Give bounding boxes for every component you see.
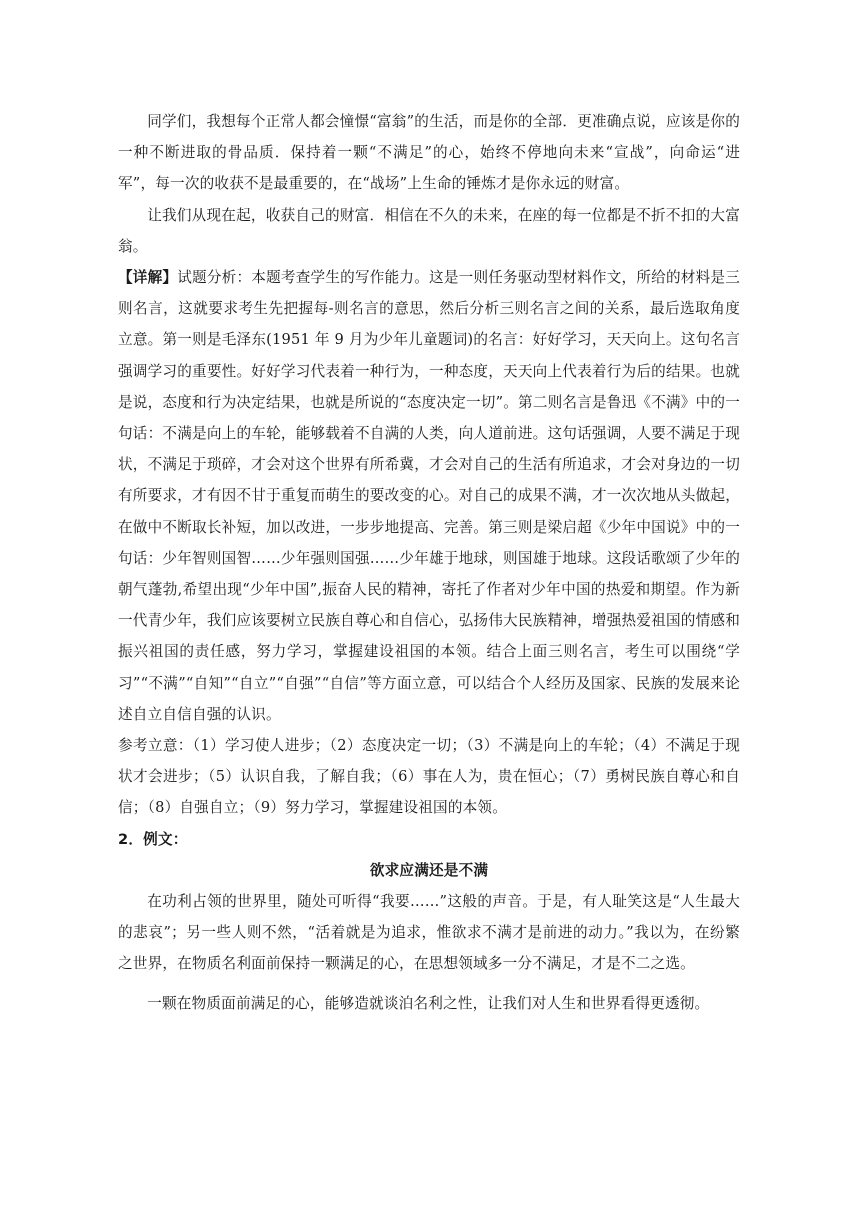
analysis-label: 【详解】 xyxy=(118,269,178,287)
section-label: 例文： xyxy=(143,830,188,848)
document-page xyxy=(118,106,740,1019)
section-number: 2． xyxy=(118,830,144,848)
essay-title: 欲求应满还是不满 xyxy=(369,861,489,879)
essay-paragraph-1: 在功利占领的世界里，随处可听得“我要……”这般的声音。于是，有人耻笑这是“人生最大的悲哀”；另一些人则不然，“活着就是为追求，惟欲求不满才是前进的动力。”我以为，在纷繁之世界，在物质名利面前保持一颗满足的心，在思想领域多一分不满足，才是不二之选。 xyxy=(118,893,740,973)
paragraph-closing: 让我们从现在起，收获自己的财富．相信在不久的未来，在座的每一位都是不折不扣的大富翁。 xyxy=(118,206,740,255)
paragraph-reference-themes: 参考立意：（1）学习使人进步；（2）态度决定一切；（3）不满是向上的车轮；（4）不满足于现状才会进步；（5）认识自我，了解自我；（6）事在人为，贵在恒心；（7）勇树民族自尊心和自信；（8）自强自立；（9）努力学习，掌握建设祖国的本领。 xyxy=(118,737,740,817)
section-heading xyxy=(118,824,740,855)
analysis-text: 试题分析：本题考查学生的写作能力。这是一则任务驱动型材料作文，所给的材料是三则名言，这就要求考生先把握每-则名言的意思，然后分析三则名言之间的关系，最后选取角度立意。第一则是毛泽东(1951 年 9 月为少年儿童题词)的名言：好好学习，天天向上。这句名言强调学习的重要性。好好学习代表着一种行为，一种态度，天天向上代表着行为后的结果。也就是说，态度和行为决定结果，也就是所说的“态度决定一切”。第二则名言是鲁迅《不满》中的一句话：不满是向上的车轮，能够载着不自满的人类，向人道前进。这句话强调，人要不满足于现状，不满足于琐碎，才会对这个世界有所希冀，才会对自己的生活有所追求，才会对身边的一切有所要求，才有因不甘于重复而萌生的要改变的心。对自己的成果不满，才一次次地从头做起，在做中不断取长补短，加以改进，一步步地提高、完善。第三则是梁启超《少年中国说》中的一句话：少年智则国智……少年强则国强……少年雄于地球，则国雄于地球。这段话歌颂了少年的朝气蓬勃,希望出现“少年中国”,振奋人民的精神，寄托了作者对少年中国的热爱和期望。作为新一代青少年，我们应该要树立民族自尊心和自信心，弘扬伟大民族精神，增强热爱祖国的情感和振兴祖国的责任感，努力学习，掌握建设祖国的本领。结合上面三则名言，考生可以围绕“学习”“不满”“自知”“自立”“自强”“自信”等方面立意，可以结合个人经历及国家、民族的发展来论述自立自信自强的认识。 xyxy=(118,269,740,723)
paragraph-analysis xyxy=(118,262,740,730)
paragraph-intro: 同学们，我想每个正常人都会憧憬“富翁”的生活，而是你的全部．更准确点说，应该是你的一种不断进取的骨品质．保持着一颗“不满足”的心，始终不停地向未来“宣战”，向命运“进军”，每一次的收获不是最重要的，在“战场”上生命的锤炼才是你永远的财富。 xyxy=(118,113,740,193)
essay-paragraph-2: 一颗在物质面前满足的心，能够造就谈泊名利之性，让我们对人生和世界看得更透彻。 xyxy=(147,994,710,1012)
